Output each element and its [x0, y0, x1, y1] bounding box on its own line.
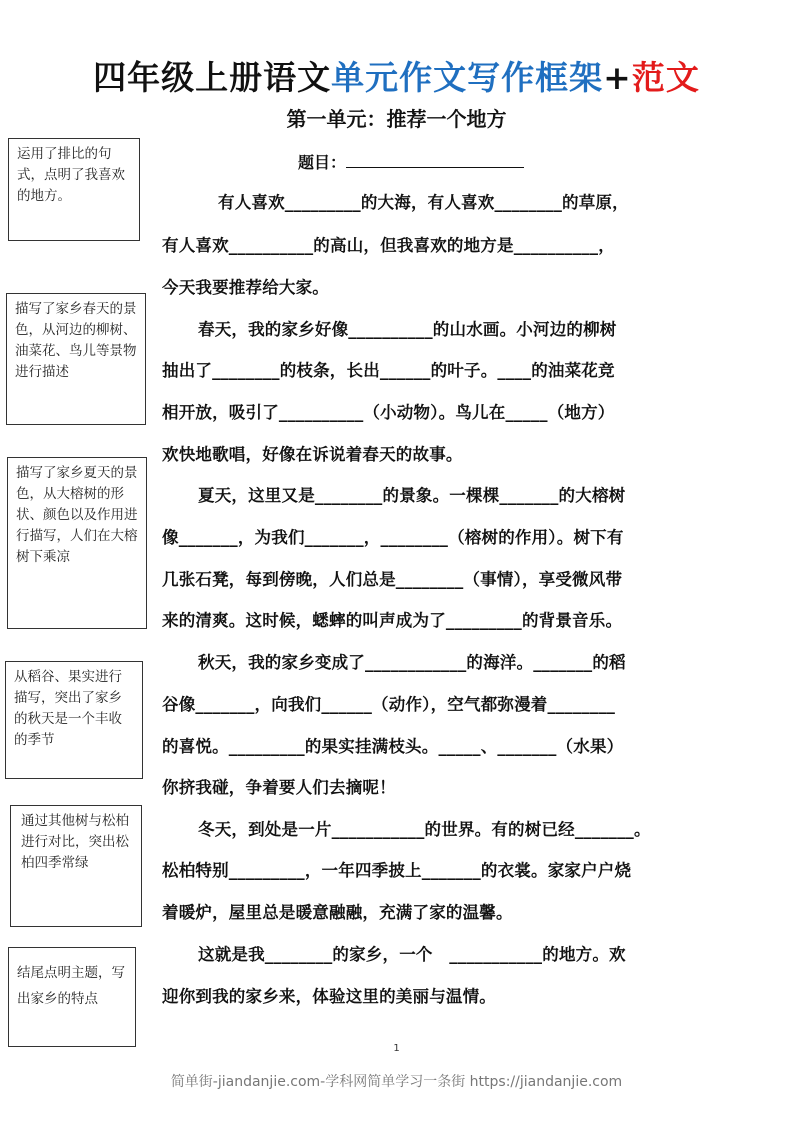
essay-line: 着暖炉，屋里总是暖意融融，充满了家的温馨。 — [162, 903, 513, 922]
essay-line: 的喜悦。_________的果实挂满枝头。_____、_______（水果） — [162, 737, 624, 756]
essay-line: 松柏特别_________，一年四季披上_______的衣裳。家家户户烧 — [162, 861, 632, 880]
essay-line: 有人喜欢__________的高山，但我喜欢的地方是__________， — [162, 236, 615, 255]
essay-line: 这就是我________的家乡，一个 ___________的地方。欢 — [198, 945, 626, 964]
title-part-framework: 单元作文写作框架 — [331, 58, 604, 97]
essay-line: 谷像_______，向我们______（动作），空气都弥漫着________ — [162, 695, 616, 714]
essay-line: 来的清爽。这时候，蟋蟀的叫声成为了_________的背景音乐。 — [162, 611, 623, 630]
title-part-grade: 四年级上册语文 — [93, 58, 332, 97]
document-title — [0, 52, 793, 99]
title-plus: + — [603, 58, 632, 97]
topic-line — [298, 150, 524, 173]
essay-line: 像_______，为我们_______，________（榕树的作用）。树下有 — [162, 528, 624, 547]
title-part-sample: 范文 — [631, 58, 700, 97]
essay-line: 春天，我的家乡好像__________的山水画。小河边的柳树 — [198, 320, 617, 339]
essay-line: 夏天，这里又是________的景象。一棵棵_______的大榕树 — [198, 486, 626, 505]
margin-note-summer: 描写了家乡夏天的景色，从大榕树的形状、颜色以及作用进行描写，人们在大榕树下乘凉 — [7, 457, 147, 629]
essay-line: 欢快地歌唱，好像在诉说着春天的故事。 — [162, 445, 463, 464]
page-number: 1 — [393, 1043, 400, 1054]
margin-note-intro: 运用了排比的句式，点明了我喜欢的地方。 — [8, 138, 140, 241]
unit-subtitle: 第一单元：推荐一个地方 — [286, 107, 507, 131]
essay-line: 冬天，到处是一片___________的世界。有的树已经_______。 — [198, 820, 651, 839]
margin-note-ending: 结尾点明主题，写出家乡的特点 — [8, 947, 136, 1047]
footer-watermark: 简单街-jiandanjie.com-学科网简单学习一条街 https://jiandanjie.com — [170, 1074, 623, 1090]
margin-note-autumn: 从稻谷、果实进行描写，突出了家乡的秋天是一个丰收的季节 — [5, 661, 143, 779]
margin-note-spring: 描写了家乡春天的景色，从河边的柳树、油菜花、鸟儿等景物进行描述 — [6, 293, 146, 425]
essay-line: 迎你到我的家乡来，体验这里的美丽与温情。 — [162, 987, 496, 1006]
topic-label: 题目： — [298, 153, 347, 172]
essay-line: 今天我要推荐给大家。 — [162, 278, 329, 297]
essay-line: 抽出了________的枝条，长出______的叶子。____的油菜花竞 — [162, 361, 615, 380]
margin-note-winter: 通过其他树与松柏进行对比，突出松柏四季常绿 — [10, 805, 142, 927]
essay-line: 你挤我碰，争着要人们去摘呢！ — [162, 778, 396, 797]
essay-line: 几张石凳，每到傍晚，人们总是________（事情），享受微风带 — [162, 570, 623, 589]
essay-line: 有人喜欢_________的大海，有人喜欢________的草原， — [218, 193, 629, 212]
essay-line: 秋天，我的家乡变成了____________的海洋。_______的稻 — [198, 653, 626, 672]
essay-line: 相开放，吸引了__________（小动物）。鸟儿在_____（地方） — [162, 403, 615, 422]
topic-blank — [346, 153, 524, 168]
